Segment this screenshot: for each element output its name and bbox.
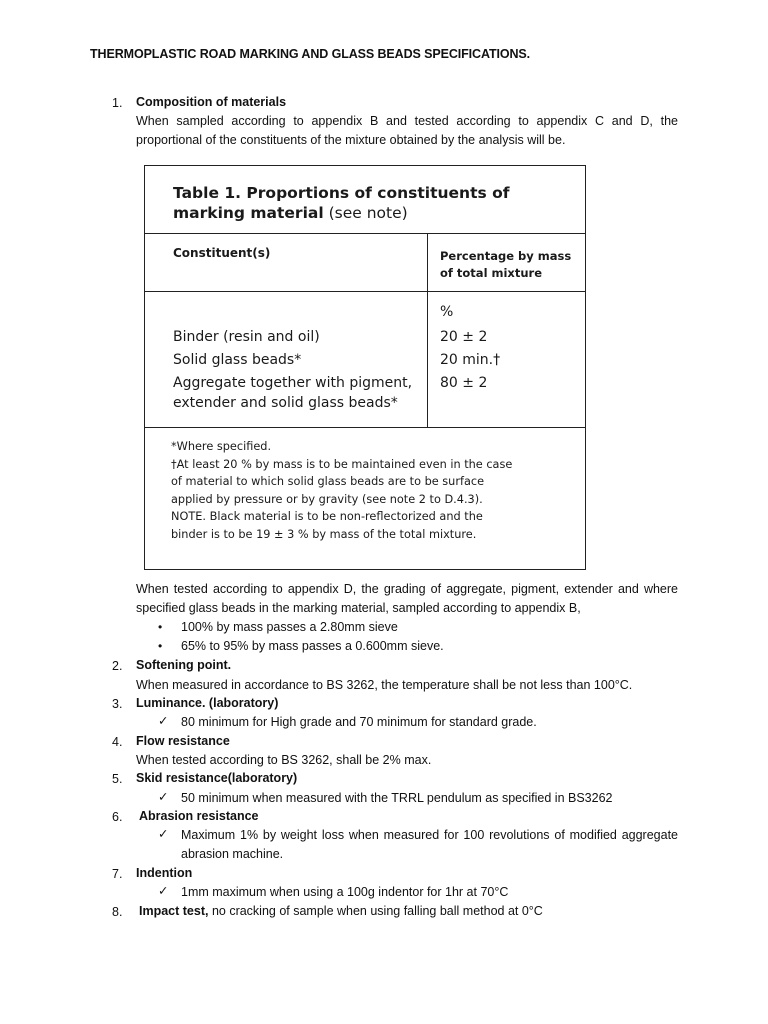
section-2-heading: Softening point. bbox=[136, 658, 232, 672]
section-6-heading: Abrasion resistance bbox=[139, 809, 259, 823]
section-7-number: 7. bbox=[112, 867, 123, 881]
checkmark-icon: ✓ bbox=[158, 714, 169, 728]
table-1-title-line2 bbox=[173, 203, 510, 223]
table-cell-glass-beads-value: 20 min.† bbox=[440, 352, 501, 368]
table-cell-unit: % bbox=[440, 304, 454, 320]
table-cell-aggregate-line1: Aggregate together with pigment, bbox=[173, 375, 413, 391]
section-1-para2-line1: When tested according to appendix D, the grading of aggregate, pigment, extender and where bbox=[136, 582, 678, 596]
section-8-text: no cracking of sample when using falling ball method at 0°C bbox=[208, 904, 543, 918]
section-3-number: 3. bbox=[112, 697, 123, 711]
table-note-where-specified: *Where specified. bbox=[171, 440, 272, 453]
section-1-heading: Composition of materials bbox=[136, 95, 287, 109]
section-7-heading: Indention bbox=[136, 866, 193, 880]
table-1-title bbox=[173, 183, 510, 223]
sieve-bullet-1: 100% by mass passes a 2.80mm sieve bbox=[181, 620, 398, 634]
table-notes bbox=[171, 438, 581, 543]
table-cell-binder-value: 20 ± 2 bbox=[440, 329, 488, 345]
section-8-heading: Impact test, bbox=[139, 904, 209, 918]
table-1-title-line1: Table 1. Proportions of constituents of bbox=[173, 184, 510, 202]
checkmark-icon: ✓ bbox=[158, 827, 169, 841]
section-1-number: 1. bbox=[112, 96, 123, 110]
section-5-heading: Skid resistance(laboratory) bbox=[136, 771, 298, 785]
table-header-percentage-line1: Percentage by mass bbox=[440, 249, 572, 263]
section-6-item-line1: Maximum 1% by weight loss when measured for 100 revolutions of modified aggregate bbox=[181, 828, 678, 842]
table-note-dagger-line2: of material to which solid glass beads are to be surface bbox=[171, 475, 485, 488]
section-1-para1-line2: proportional of the constituents of the mixture obtained by the analysis will be. bbox=[136, 133, 566, 147]
section-8-line bbox=[139, 902, 681, 921]
table-note-black-line1: NOTE. Black material is to be non-reflectorized and the bbox=[171, 510, 483, 523]
table-1-title-line2-note: (see note) bbox=[323, 204, 408, 222]
checkmark-icon: ✓ bbox=[158, 790, 169, 804]
table-header-constituents: Constituent(s) bbox=[173, 246, 271, 260]
section-5-item: 50 minimum when measured with the TRRL pendulum as specified in BS3262 bbox=[181, 791, 613, 805]
section-6-number: 6. bbox=[112, 810, 123, 824]
section-4-heading: Flow resistance bbox=[136, 734, 230, 748]
table-cell-aggregate-value: 80 ± 2 bbox=[440, 375, 488, 391]
table-1-image bbox=[144, 165, 586, 570]
table-note-dagger-line1: †At least 20 % by mass is to be maintained even in the case bbox=[171, 457, 513, 471]
table-divider-header bbox=[145, 233, 585, 234]
table-percentage-list bbox=[440, 301, 500, 395]
table-note-dagger-line3: applied by pressure or by gravity (see note 2 to D.4.3). bbox=[171, 492, 483, 506]
table-cell-aggregate-line2: extender and solid glass beads* bbox=[173, 395, 398, 411]
section-1-para1-line1: When sampled according to appendix B and tested according to appendix C and D, the bbox=[136, 114, 678, 128]
table-column-divider bbox=[427, 233, 428, 427]
table-constituent-list bbox=[173, 326, 425, 415]
bullet-icon: • bbox=[158, 620, 163, 634]
table-cell-binder: Binder (resin and oil) bbox=[173, 329, 320, 345]
checkmark-icon: ✓ bbox=[158, 884, 169, 898]
table-cell-glass-beads: Solid glass beads* bbox=[173, 352, 302, 368]
bullet-icon: • bbox=[158, 639, 163, 653]
table-divider-notes bbox=[145, 427, 585, 428]
document-title: THERMOPLASTIC ROAD MARKING AND GLASS BEADS SPECIFICATIONS. bbox=[90, 47, 531, 61]
section-3-heading: Luminance. (laboratory) bbox=[136, 696, 279, 710]
section-7-item: 1mm maximum when using a 100g indentor for 1hr at 70°C bbox=[181, 885, 509, 899]
section-5-number: 5. bbox=[112, 772, 123, 786]
section-4-text: When tested according to BS 3262, shall be 2% max. bbox=[136, 753, 432, 767]
table-1-title-line2-bold: marking material bbox=[173, 204, 324, 222]
sieve-bullet-2: 65% to 95% by mass passes a 0.600mm sieve. bbox=[181, 639, 444, 653]
section-8-number: 8. bbox=[112, 905, 123, 919]
section-2-number: 2. bbox=[112, 659, 123, 673]
section-4-number: 4. bbox=[112, 735, 123, 749]
table-header-percentage-line2: of total mixture bbox=[440, 266, 543, 280]
table-divider-body bbox=[145, 291, 585, 292]
section-6-item-line2: abrasion machine. bbox=[181, 847, 284, 861]
section-1-para2-line2: specified glass beads in the marking material, sampled according to appendix B, bbox=[136, 601, 581, 615]
section-2-text: When measured in accordance to BS 3262, the temperature shall be not less than 100°C. bbox=[136, 678, 633, 692]
table-note-black-line2: binder is to be 19 ± 3 % by mass of the total mixture. bbox=[171, 527, 477, 541]
table-header-percentage bbox=[440, 248, 580, 282]
section-3-item: 80 minimum for High grade and 70 minimum for standard grade. bbox=[181, 715, 537, 729]
